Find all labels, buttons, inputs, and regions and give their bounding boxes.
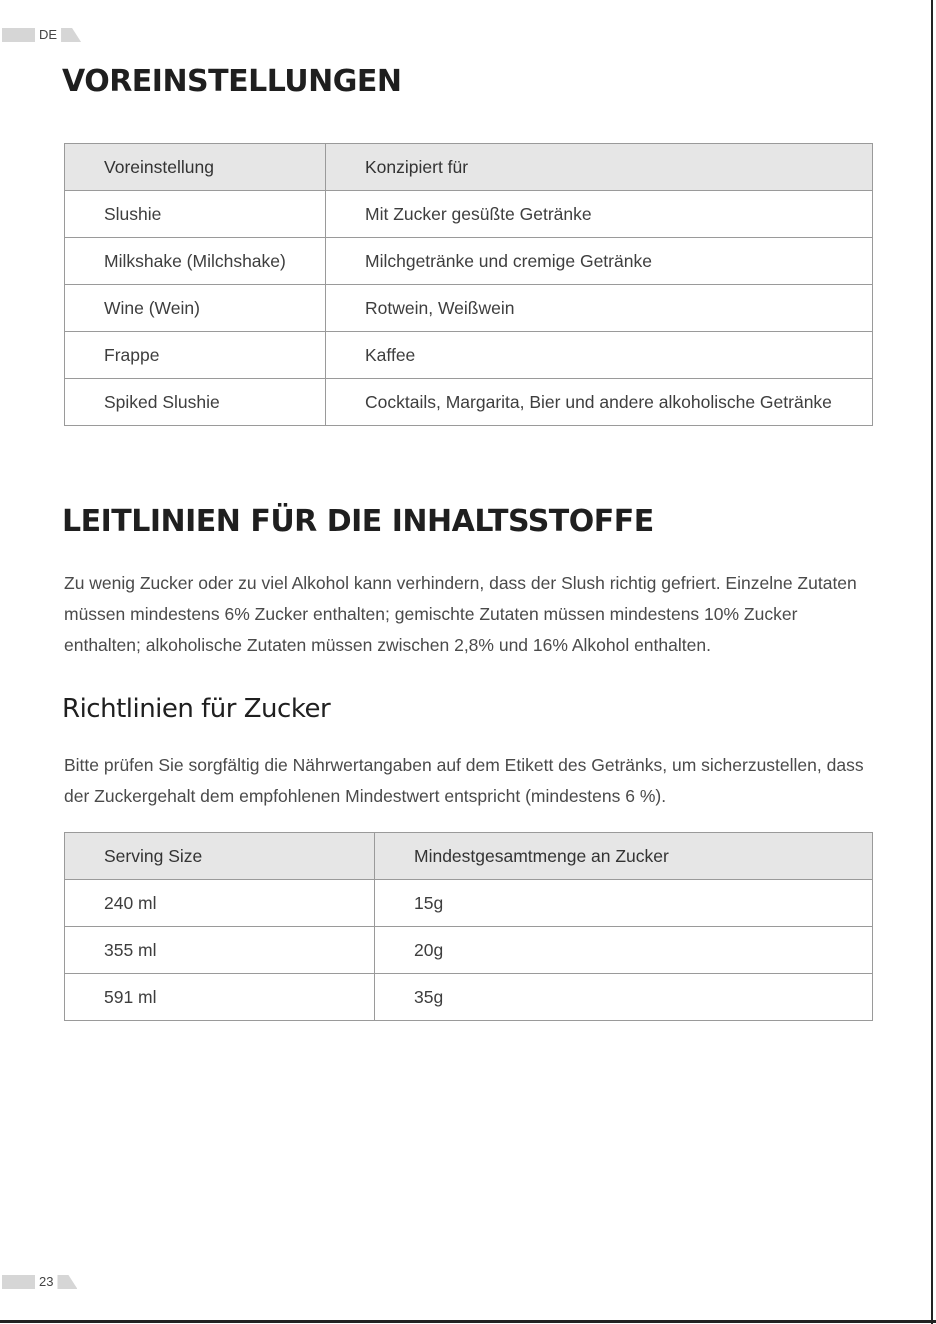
tab-bar <box>2 28 35 42</box>
table-row <box>65 285 873 332</box>
tab-wedge <box>61 28 81 42</box>
table-cell: 591 ml <box>65 974 375 1021</box>
tab-wedge <box>57 1275 77 1289</box>
table-header-cell: Konzipiert für <box>326 144 873 191</box>
table-header-cell: Voreinstellung <box>65 144 326 191</box>
table-cell: 355 ml <box>65 927 375 974</box>
table-row <box>65 974 873 1021</box>
table-cell: Cocktails, Margarita, Bier und andere alkoholische Getränke <box>326 379 873 426</box>
table-cell: Frappe <box>65 332 326 379</box>
page-number-tab <box>2 1274 77 1290</box>
table-cell: Milkshake (Milchshake) <box>65 238 326 285</box>
table-row <box>65 191 873 238</box>
table-cell: 20g <box>375 927 873 974</box>
page-edge-right <box>931 0 933 1324</box>
sugar-table <box>64 832 873 1021</box>
table-cell: Slushie <box>65 191 326 238</box>
table-cell: 15g <box>375 880 873 927</box>
tab-bar <box>2 1275 35 1289</box>
table-cell: Spiked Slushie <box>65 379 326 426</box>
table-row <box>65 379 873 426</box>
language-tab <box>2 27 81 43</box>
table-cell: Rotwein, Weißwein <box>326 285 873 332</box>
table-header-row <box>65 144 873 191</box>
language-label: DE <box>39 27 58 42</box>
sugar-paragraph: Bitte prüfen Sie sorgfältig die Nährwertangaben auf dem Etikett des Getränks, um sicherzustellen, dass der Zuckergehalt dem empfohlenen Mindestwert entspricht (mindestens 6 %). <box>64 755 864 806</box>
subsection-title-sugar: Richtlinien für Zucker <box>62 694 331 724</box>
page-number: 23 <box>39 1274 54 1289</box>
table-header-cell: Mindestgesamtmenge an Zucker <box>375 833 873 880</box>
section-title-presets: VOREINSTELLUNGEN <box>62 64 402 99</box>
table-row <box>65 927 873 974</box>
table-header-cell: Serving Size <box>65 833 375 880</box>
table-cell: 35g <box>375 974 873 1021</box>
table-header-row <box>65 833 873 880</box>
table-row <box>65 332 873 379</box>
table-cell: Wine (Wein) <box>65 285 326 332</box>
table-cell: Kaffee <box>326 332 873 379</box>
table-row <box>65 238 873 285</box>
ingredients-paragraph: Zu wenig Zucker oder zu viel Alkohol kann verhindern, dass der Slush richtig gefriert. Einzelne Zutaten müssen mindestens 6% Zucker enthalten; gemischte Zutaten müssen mindestens 10% Zucker enthalten; alkoholische Zutaten müssen zwischen 2,8% und 16% Alkohol enthalten. <box>64 573 857 655</box>
table-cell: Milchgetränke und cremige Getränke <box>326 238 873 285</box>
page-edge-bottom <box>0 1320 936 1323</box>
table-cell: 240 ml <box>65 880 375 927</box>
table-cell: Mit Zucker gesüßte Getränke <box>326 191 873 238</box>
presets-table <box>64 143 873 426</box>
section-title-ingredients: LEITLINIEN FÜR DIE INHALTSSTOFFE <box>62 504 654 539</box>
table-row <box>65 880 873 927</box>
